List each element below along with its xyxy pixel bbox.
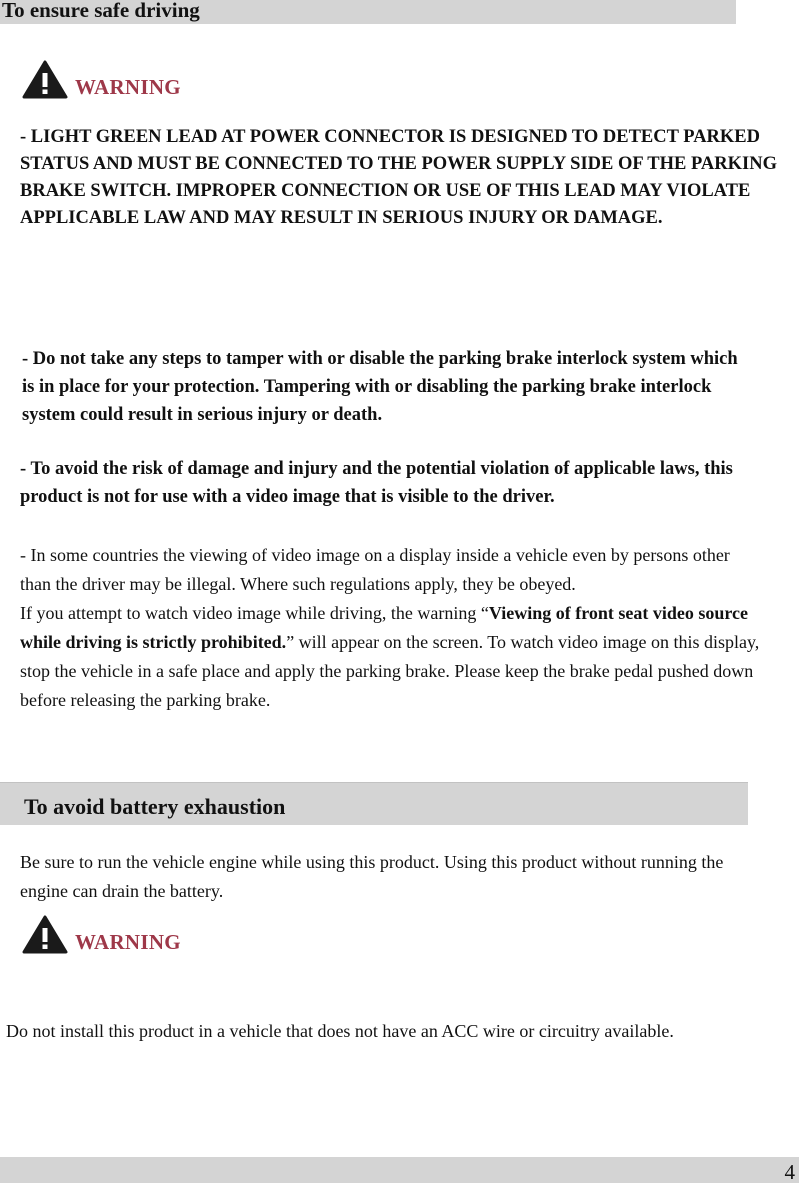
warning-triangle-icon xyxy=(22,915,68,955)
warning-paragraph-visible-video: - To avoid the risk of damage and injury and the potential violation of applicable laws, this product is not for use with a video image that is visible to the driver. xyxy=(20,459,733,507)
battery-paragraph: Be sure to run the vehicle engine while using this product. Using this product without running the engine can drain the battery. xyxy=(20,852,724,901)
warning-label: WARNING xyxy=(75,75,181,99)
info-text-laws: - In some countries the viewing of video image on a display inside a vehicle even by persons other than the driver may be illegal. Where such regulations apply, they be obeyed. xyxy=(20,545,730,594)
warning-paragraph-interlock: - Do not take any steps to tamper with or disable the parking brake interlock system which is in place for your protection. Tampering with or disabling the parking brake interlock system could result in serious injury or death. xyxy=(22,349,738,425)
text-fragment: If you attempt to watch video image while driving, the warning “ xyxy=(20,603,489,623)
warning-label: WARNING xyxy=(75,930,181,954)
on-screen-warning-text: Viewing of front seat video source while driving is strictly prohibited. xyxy=(20,603,749,652)
acc-wire-paragraph: Do not install this product in a vehicle that does not have an ACC wire or circuitry available. xyxy=(6,1021,674,1041)
page-number: 4 xyxy=(784,1160,795,1184)
text-fragment: ” will appear on the screen. To watch video image on this display, stop the vehicle in a safe place and apply the parking brake. Please keep the brake pedal pushed down before releasing the parking brake. xyxy=(20,632,760,710)
section-header-battery xyxy=(0,782,748,825)
info-text-watch-warning xyxy=(20,599,760,715)
warning-triangle-icon xyxy=(22,60,68,100)
section-header-safe-driving xyxy=(0,0,736,24)
section-title: To ensure safe driving xyxy=(2,0,200,22)
section-title: To avoid battery exhaustion xyxy=(24,794,286,819)
warning-paragraph-parking-lead: - LIGHT GREEN LEAD AT POWER CONNECTOR IS DESIGNED TO DETECT PARKED STATUS AND MUST BE CONNECTED TO THE POWER SUPPLY SIDE OF THE PARKING BRAKE SWITCH. IMPROPER CONNECTION OR USE OF THIS LEAD MAY VIOLATE APPLICABLE LAW AND MAY RESULT IN SERIOUS INJURY OR DAMAGE. xyxy=(20,127,777,228)
info-paragraph-video-viewing xyxy=(20,541,760,715)
page-footer xyxy=(0,1157,799,1183)
